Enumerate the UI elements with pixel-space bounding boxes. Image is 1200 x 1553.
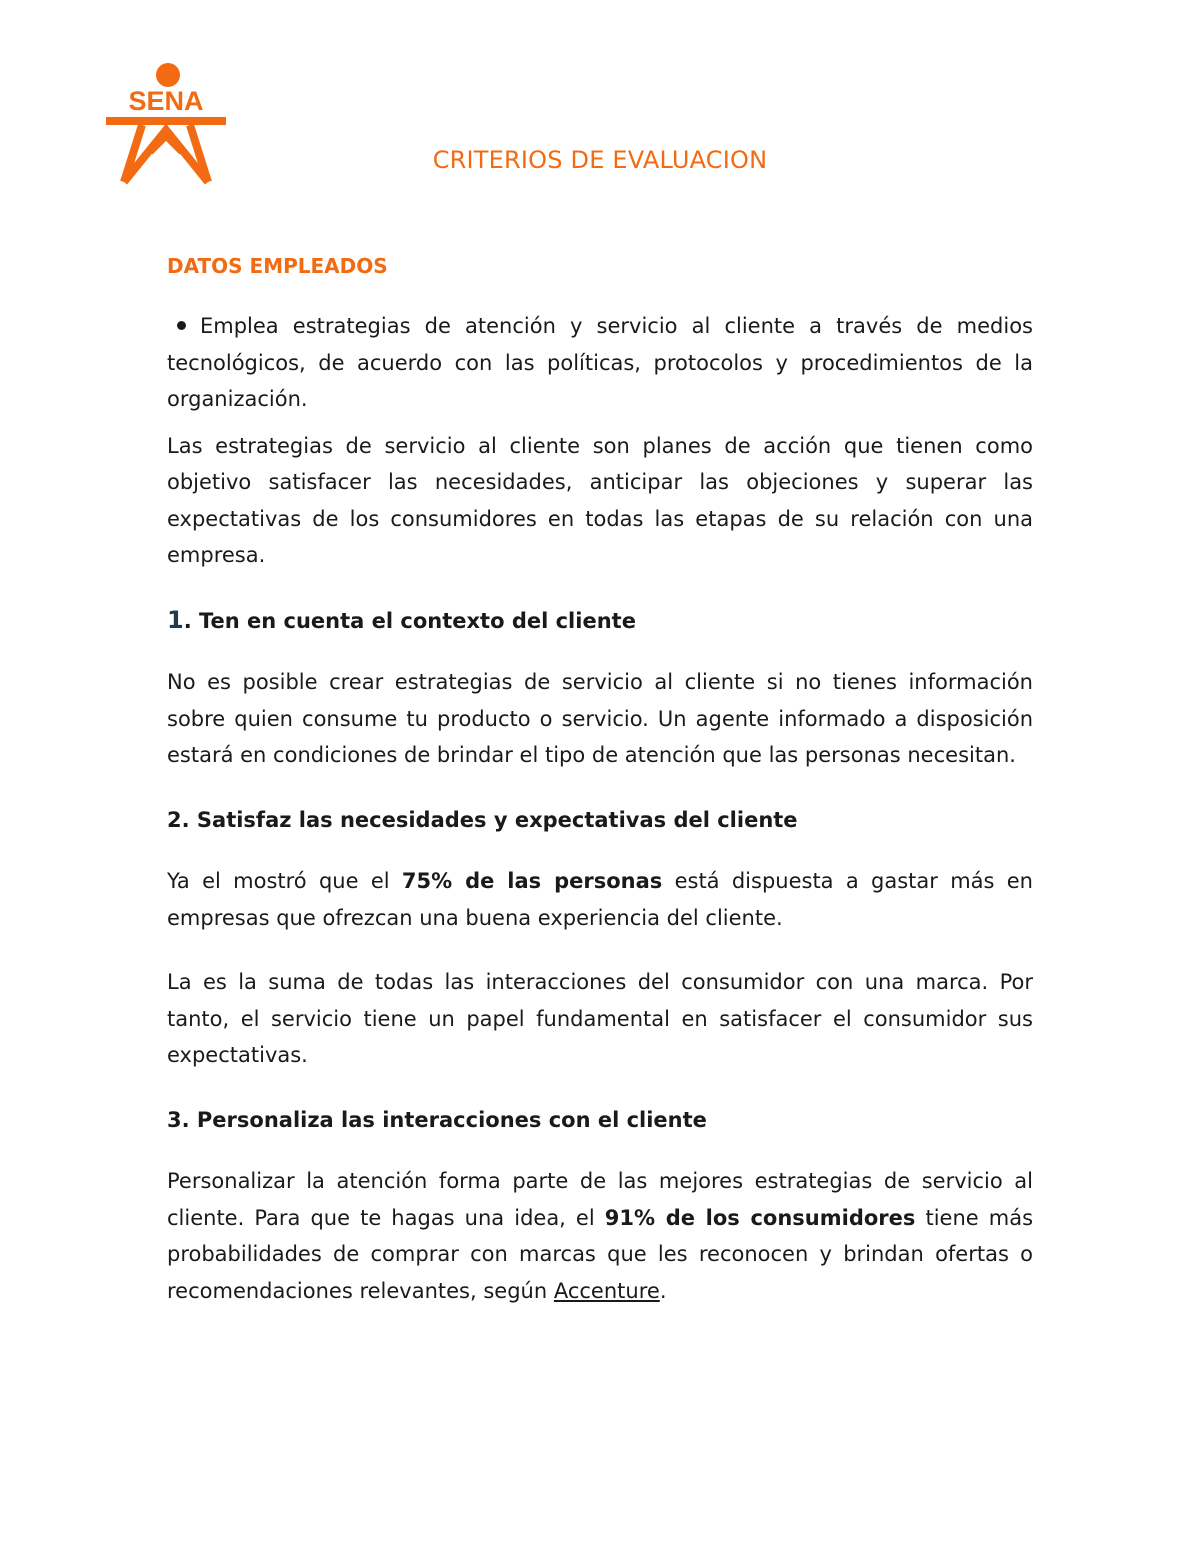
item2-p1-after: está dispuesta a gastar más en empresas que ofrezcan una buena experiencia del cliente.: [167, 869, 1033, 930]
item3-p-before: Personalizar la atención forma parte de las mejores estrategias de servicio al cliente. Para que te hagas una idea, el: [167, 1169, 1033, 1230]
item1-heading: [167, 602, 1033, 640]
item3-paragraph: [167, 1163, 1033, 1309]
document-body: [167, 248, 1033, 1337]
item2-p1-bold: 75% de las personas: [401, 869, 663, 893]
item3-heading: 3. Personaliza las interacciones con el cliente: [167, 1107, 707, 1132]
item3-p-middle: tiene más probabilidades de comprar con marcas que les reconocen y brindan ofertas o recomendaciones relevantes, según: [167, 1205, 1034, 1303]
item1-number: 1: [167, 605, 184, 634]
accenture-link[interactable]: Accenture: [553, 1278, 660, 1303]
item2-paragraph-2: La es la suma de todas las interacciones del consumidor con una marca. Por tanto, el servicio tiene un papel fundamental en satisfacer el consumidor sus expectativas.: [167, 970, 1033, 1067]
logo-text: SENA: [128, 86, 204, 116]
item3-p-end: .: [659, 1278, 667, 1303]
document-title: CRITERIOS DE EVALUACION: [432, 146, 768, 174]
bullet-icon: [177, 321, 186, 330]
bullet-item: [167, 308, 1033, 418]
item1-paragraph: No es posible crear estrategias de servicio al cliente si no tienes información sobre quien consume tu producto o servicio. Un agente informado a disposición estará en condiciones de brindar el tipo de atención que las personas necesitan.: [167, 670, 1033, 767]
item1-heading-text: . Ten en cuenta el contexto del cliente: [183, 608, 636, 633]
item2-heading: 2. Satisfaz las necesidades y expectativas del cliente: [167, 807, 798, 832]
bullet-text: Emplea estrategias de atención y servicio al cliente a través de medios tecnológicos, de acuerdo con las políticas, protocolos y procedimientos de la organización.: [167, 314, 1033, 411]
intro-paragraph: Las estrategias de servicio al cliente son planes de acción que tienen como objetivo satisfacer las necesidades, anticipar las objeciones y superar las expectativas de los consumidores en todas las etapas de su relación con una empresa.: [167, 433, 1033, 567]
item2-paragraph-1: [167, 863, 1033, 936]
item2-p1-before: Ya el mostró que el: [167, 869, 402, 893]
section-heading: DATOS EMPLEADOS: [167, 254, 388, 278]
item3-p-bold: 91% de los consumidores: [604, 1205, 916, 1230]
